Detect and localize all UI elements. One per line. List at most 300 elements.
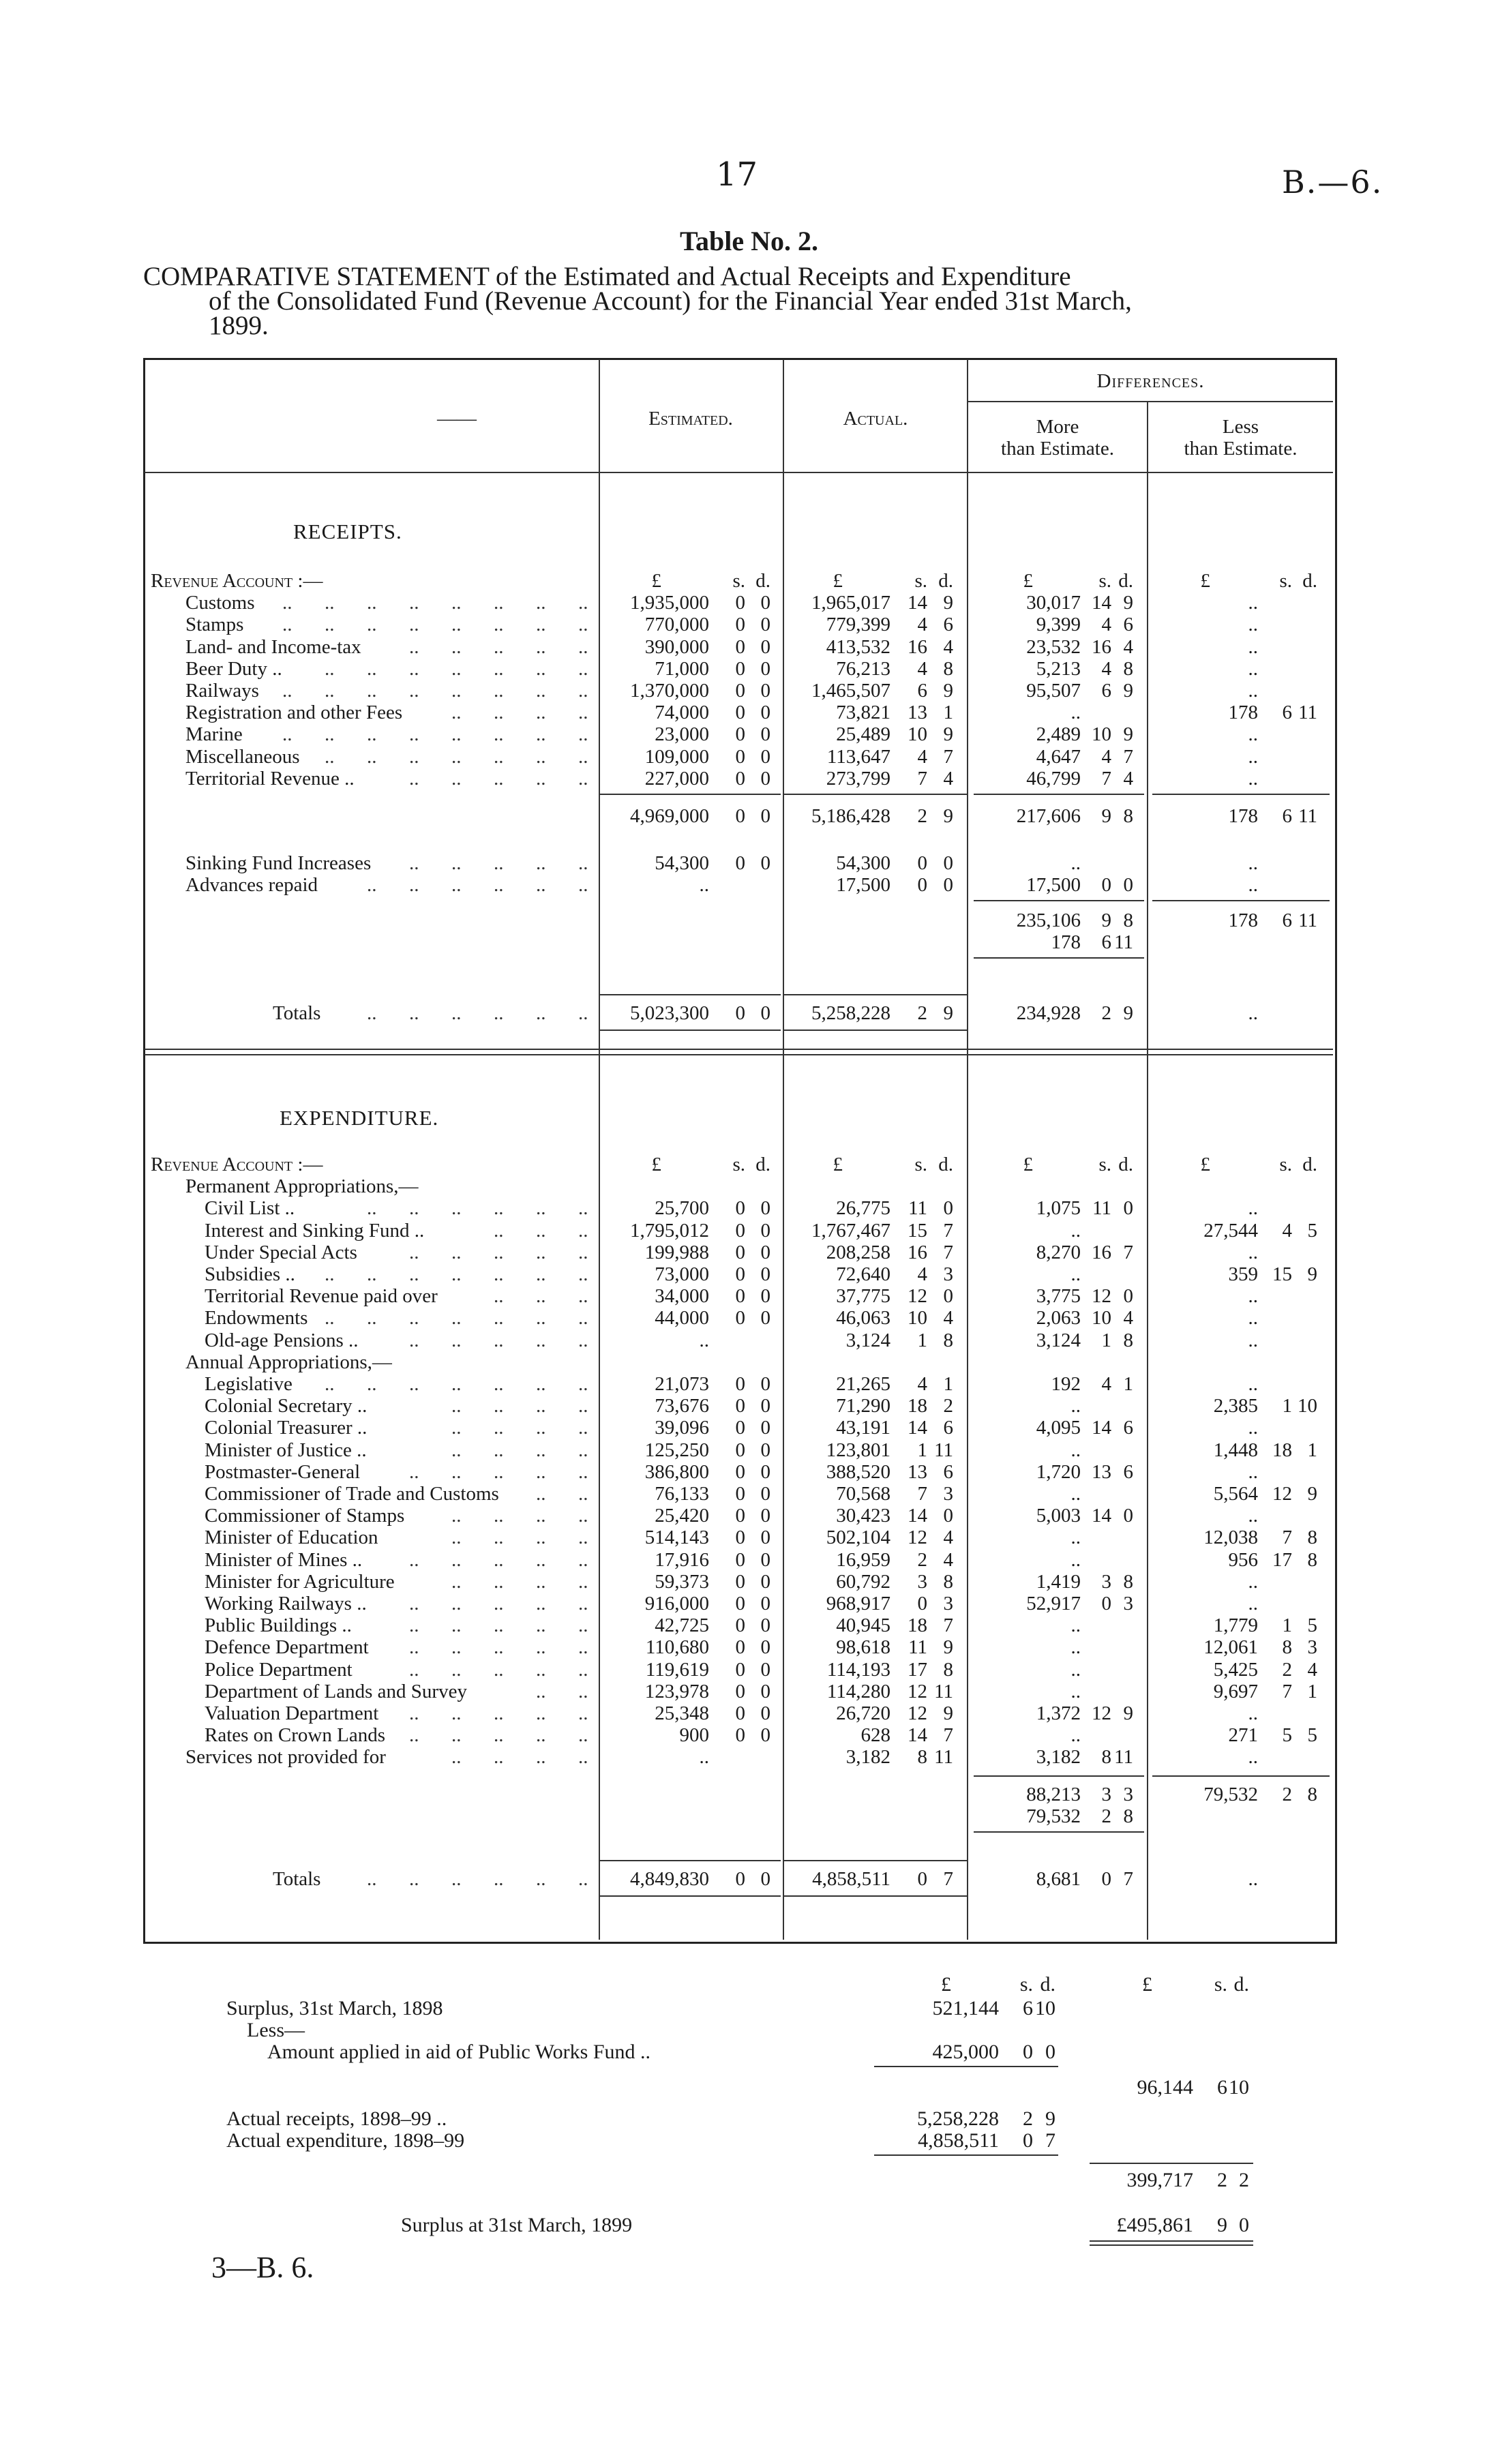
expenditure-perm-row-1-more-pounds: .. [1070,1219,1081,1242]
summary-expenditure-pounds: 4,858,511 [918,2129,999,2152]
summary-less-label: Less— [247,2019,305,2041]
receipt-row-0 [0,592,1498,614]
expenditure-annual-row-7-leader-2: .. [536,1527,546,1549]
receipt-row-4-est-pence: 0 [760,680,770,702]
expenditure-perm-row-2-act-shillings: 16 [908,1241,927,1263]
expenditure-annual-row-12-leader-1: .. [451,1636,462,1659]
receipt-row-4-less-pounds: .. [1248,680,1258,702]
expenditure-annual-row-9-act-pence: 8 [943,1570,953,1593]
receipt-row-5-less-pence: 11 [1298,702,1317,724]
expenditure-annual-row-6-label: Commissioner of Stamps [205,1505,405,1527]
expenditure-perm-row-3-less-pounds: 359 [1228,1263,1258,1285]
receipt-row-2 [0,636,1498,658]
receipt-row-8-est-pence: 0 [760,767,770,790]
expenditure-totals-est-pounds: 4,849,830 [630,1868,709,1890]
expenditure-annual-row-10-act-pounds: 968,917 [826,1593,890,1614]
expenditure-annual-row-16-less-shillings: 5 [1282,1724,1292,1747]
receipts-totals-more-shillings: 2 [1101,1002,1111,1024]
receipts-net-a-more-pence: 8 [1123,910,1133,931]
expenditure-perm-row-4-leader-0: .. [494,1285,504,1308]
expenditure-perm-row-3-leader-0: .. [325,1263,335,1285]
column-less-2: than Estimate. [1184,438,1298,460]
expenditure-totals-leader-0: .. [367,1868,377,1890]
expenditure-annual-row-13-less-pounds: 5,425 [1213,1658,1258,1681]
expenditure-annual-row-16-leader-2: .. [494,1724,504,1747]
expenditure-annual-row-3-act-pence: 11 [934,1439,953,1461]
expenditure-annual-row-10-less-pounds: .. [1248,1593,1258,1614]
expenditure-units-act-d: d. [938,1154,953,1175]
column-estimated: Estimated. [648,408,733,430]
receipt-row-8-est-shillings: 0 [735,767,745,790]
receipts-totals-leader-5: .. [578,1002,588,1024]
expenditure-units [0,1154,1498,1175]
receipt-row-4-leader-7: .. [578,680,588,702]
receipt-extra-0-est-pounds: 54,300 [655,852,709,874]
expenditure-annual-row-11-act-pounds: 40,945 [836,1614,890,1637]
summary-after-applied-pence: 10 [1229,2076,1249,2099]
expenditure-annual-row-4-less-pounds: .. [1248,1460,1258,1483]
expenditure-annual-row-16-act-pounds: 628 [860,1724,890,1747]
summary-surplus-1898 [0,1998,1498,2019]
expenditure-annual-row-16-est-shillings: 0 [735,1724,745,1747]
receipt-row-8-more-pence: 4 [1123,767,1133,790]
receipts-net-a-less-pounds: 178 [1228,910,1258,931]
summary-surplus-1898-pounds: 521,144 [932,1997,999,2019]
receipts-net-rule [974,957,1144,959]
expenditure-annual-row-11-less-pounds: 1,779 [1213,1614,1258,1637]
expenditure-annual-row-0-more-pounds: 192 [1051,1373,1081,1395]
expenditure-perm-row-5-est-pounds: 44,000 [655,1307,709,1329]
expenditure-perm-row-2-leader-1: .. [451,1241,462,1263]
receipt-row-8-leader-0: .. [409,767,419,790]
receipt-row-6-leader-6: .. [536,723,546,746]
receipt-extra-0-act-pounds: 54,300 [836,852,890,874]
expenditure-perm-row-4-act-shillings: 12 [908,1285,927,1308]
summary-units [0,1974,1498,1996]
expenditure-services-row-leader-0: .. [451,1746,462,1769]
receipt-row-2-est-pounds: 390,000 [644,635,709,658]
receipt-row-5-leader-2: .. [536,702,546,724]
expenditure-perm-row-2-more-shillings: 16 [1092,1241,1111,1263]
expenditure-annual-row-3-est-pounds: 125,250 [644,1439,709,1461]
receipt-row-5-leader-3: .. [578,702,588,724]
expenditure-perm-row-6-less-pounds: .. [1248,1329,1258,1351]
expenditure-annual-row-10-leader-1: .. [451,1593,462,1614]
expenditure-annual-row-2-more-pounds: 4,095 [1036,1417,1081,1439]
receipt-row-5-leader-0: .. [451,702,462,724]
expenditure-annual-row-6-less-pounds: .. [1248,1505,1258,1527]
expenditure-annual-row-1-less-pounds: 2,385 [1213,1395,1258,1417]
expenditure-totals-est-pence: 0 [760,1868,770,1890]
summary-units-d-0: d. [1040,1973,1055,1996]
receipt-row-5 [0,702,1498,723]
document-ref: B.—6. [1282,164,1383,200]
receipt-row-8-leader-2: .. [494,767,504,790]
expenditure-perm-row-1-label: Interest and Sinking Fund .. [205,1219,425,1242]
receipt-row-5-est-shillings: 0 [735,702,745,724]
expenditure-annual-row-2-more-shillings: 14 [1092,1417,1111,1439]
receipts-totals [0,1002,1498,1024]
expenditure-annual-row-10-est-pounds: 916,000 [644,1593,709,1614]
expenditure-annual-row-14-less-pounds: 9,697 [1213,1680,1258,1702]
expenditure-annual-row-8 [0,1549,1498,1571]
expenditure-perm-row-0 [0,1197,1498,1219]
expenditure-annual-row-7-act-pence: 4 [943,1527,953,1549]
expenditure-annual-row-16-less-pounds: 271 [1228,1724,1258,1747]
receipt-row-6-leader-1: .. [325,723,335,746]
receipt-row-6-act-pounds: 25,489 [836,723,890,746]
receipt-row-6-leader-5: .. [494,723,504,746]
expenditure-perm-row-1-less-pence: 5 [1307,1219,1317,1242]
expenditure-annual-row-1-est-pounds: 73,676 [655,1395,709,1417]
receipt-row-0-label: Customs [185,592,255,614]
receipts-units-est-pound: £ [651,570,661,592]
expenditure-units-act-pound: £ [833,1154,843,1175]
expenditure-perm-row-0-est-pounds: 25,700 [655,1197,709,1220]
receipts-subtotal [0,805,1498,827]
expenditure-annual-row-2-act-shillings: 14 [908,1417,927,1439]
receipt-row-4-more-pounds: 95,507 [1026,680,1081,702]
summary-expenditure-shillings: 0 [1023,2129,1033,2152]
receipts-totals-act-pence: 9 [943,1002,953,1024]
expenditure-annual-row-11-less-pence: 5 [1307,1614,1317,1637]
receipt-row-0-leader-2: .. [367,592,377,614]
expenditure-annual-row-2-less-pounds: .. [1248,1417,1258,1439]
receipt-row-8-act-shillings: 7 [917,767,927,790]
receipt-row-6-leader-7: .. [578,723,588,746]
summary-receipts-pounds: 5,258,228 [917,2107,999,2130]
expenditure-perm-row-5-leader-2: .. [409,1307,419,1329]
expenditure-perm-row-5-leader-4: .. [494,1307,504,1329]
expenditure-annual-row-12-est-pence: 0 [760,1636,770,1659]
expenditure-annual-row-1 [0,1395,1498,1417]
expenditure-more-rule [974,1775,1144,1777]
expenditure-annual-row-14-est-shillings: 0 [735,1680,745,1702]
receipt-row-3-less-pounds: .. [1248,657,1258,680]
expenditure-annual-row-11-est-shillings: 0 [735,1614,745,1637]
expenditure-perm-row-5-less-pounds: .. [1248,1307,1258,1329]
receipt-row-8-more-shillings: 7 [1101,767,1111,790]
summary-surplus-1899-label: Surplus at 31st March, 1899 [401,2214,633,2236]
expenditure-perm-row-0-more-pence: 0 [1123,1197,1133,1220]
receipt-row-3-leader-0: .. [325,657,335,680]
expenditure-perm-row-0-leader-5: .. [578,1197,588,1220]
expenditure-annual-row-2-leader-0: .. [451,1417,462,1439]
receipts-units-act-s: s. [914,570,927,592]
expenditure-annual-row-11-less-shillings: 1 [1282,1614,1292,1637]
expenditure-annual-row-12-less-shillings: 8 [1282,1636,1292,1659]
expenditure-annual-row-0-est-shillings: 0 [735,1373,745,1395]
expenditure-perm-row-0-act-shillings: 11 [908,1197,927,1220]
expenditure-annual-row-7-leader-0: .. [451,1527,462,1549]
expenditure-annual-row-13-act-pence: 8 [943,1658,953,1681]
expenditure-annual-row-0-leader-0: .. [325,1373,335,1395]
expenditure-annual-row-5-less-pounds: 5,564 [1213,1483,1258,1505]
expenditure-annual-row-8-leader-2: .. [494,1548,504,1571]
expenditure-totals-more-pence: 7 [1123,1868,1133,1890]
expenditure-annual-row-4-act-pence: 6 [943,1460,953,1483]
expenditure-annual-row-8-label: Minister of Mines .. [205,1548,363,1571]
expenditure-annual-heading [0,1351,1498,1373]
receipts-less-rule [1152,794,1330,795]
expenditure-annual-row-7-act-shillings: 12 [908,1527,927,1549]
expenditure-perm-row-3 [0,1263,1498,1285]
heading-line-3: 1899. [209,311,269,340]
expenditure-annual-row-6-more-pounds: 5,003 [1036,1505,1081,1527]
receipt-extra-1-leader-3: .. [494,874,504,896]
receipt-row-3-more-pence: 8 [1123,657,1133,680]
receipt-row-6-est-shillings: 0 [735,723,745,746]
receipt-row-1-leader-6: .. [536,614,546,636]
expenditure-units-act-s: s. [914,1154,927,1175]
expenditure-annual-row-10-leader-0: .. [409,1593,419,1614]
expenditure-annual-row-12-less-pence: 3 [1307,1636,1317,1659]
expenditure-annual-row-0-more-shillings: 4 [1101,1373,1111,1395]
expenditure-annual-row-9-leader-3: .. [578,1570,588,1593]
expenditure-services-row-more-shillings: 8 [1101,1746,1111,1769]
expenditure-annual-row-14 [0,1681,1498,1702]
summary-excess-shillings: 2 [1217,2169,1227,2191]
expenditure-annual-row-13-act-shillings: 17 [908,1658,927,1681]
expenditure-net-b-more-pence: 8 [1123,1805,1133,1827]
expenditure-annual-row-2-leader-2: .. [536,1417,546,1439]
receipt-row-6-less-pounds: .. [1248,723,1258,746]
expenditure-annual-row-16-est-pounds: 900 [679,1724,709,1747]
expenditure-annual-row-14-est-pounds: 123,978 [644,1680,709,1702]
summary-surplus-1898-label: Surplus, 31st March, 1898 [226,1997,443,2019]
receipt-row-5-leader-1: .. [494,702,504,724]
expenditure-perm-row-2-leader-2: .. [494,1241,504,1263]
summary-excess-pounds: 399,717 [1126,2169,1193,2191]
expenditure-annual-row-8-act-pounds: 16,959 [836,1548,890,1571]
receipt-row-6-leader-0: .. [282,723,293,746]
receipts-account-label-text: Revenue Account :— [151,570,323,592]
rule-h-header [145,472,1333,473]
expenditure-units-less-d: d. [1302,1154,1317,1175]
receipt-row-6-label: Marine [185,723,243,746]
expenditure-annual-row-7-less-pence: 8 [1307,1527,1317,1549]
expenditure-perm-row-6-label: Old-age Pensions .. [205,1329,359,1351]
receipts-net-a-more-pounds: 235,106 [1016,910,1081,931]
receipt-row-3-act-shillings: 4 [917,657,927,680]
receipts-est-rule [600,794,781,795]
expenditure-perm-row-4-less-pounds: .. [1248,1285,1258,1308]
expenditure-perm-row-3-leader-5: .. [536,1263,546,1285]
receipts-net-b-more-shillings: 6 [1101,931,1111,953]
receipt-extra-0-less-pounds: .. [1248,852,1258,874]
receipts-units-est-s: s. [732,570,745,592]
receipt-row-2-leader-0: .. [409,635,419,658]
expenditure-annual-row-14-less-pence: 1 [1307,1680,1317,1702]
expenditure-annual-row-3-leader-2: .. [536,1439,546,1461]
expenditure-permanent-heading [0,1175,1498,1197]
receipt-row-6-est-pounds: 23,000 [655,723,709,746]
expenditure-perm-row-5-leader-6: .. [578,1307,588,1329]
expenditure-annual-row-14-label: Department of Lands and Survey [205,1680,467,1702]
receipt-row-3-est-pounds: 71,000 [655,657,709,680]
expenditure-perm-row-0-act-pounds: 26,775 [836,1197,890,1220]
receipt-row-2-more-pounds: 23,532 [1026,635,1081,658]
receipt-extra-1-more-shillings: 0 [1101,874,1111,896]
expenditure-annual-row-4-more-pence: 6 [1123,1460,1133,1483]
expenditure-annual-row-12-label: Defence Department [205,1636,369,1659]
receipt-extra-1-act-pounds: 17,500 [836,874,890,896]
expenditure-annual-row-5-label: Commissioner of Trade and Customs [205,1483,499,1505]
receipt-row-0-act-shillings: 14 [908,592,927,614]
expenditure-perm-row-0-leader-4: .. [536,1197,546,1220]
expenditure-units-est-d: d. [755,1154,770,1175]
receipt-extra-1-act-pence: 0 [943,874,953,896]
expenditure-annual-row-10-leader-4: .. [578,1593,588,1614]
expenditure-annual-row-15-leader-3: .. [536,1702,546,1724]
expenditure-annual-row-2 [0,1417,1498,1439]
expenditure-annual-row-12-leader-4: .. [578,1636,588,1659]
receipt-row-8-leader-1: .. [451,767,462,790]
expenditure-net-a-more-pounds: 88,213 [1026,1783,1081,1805]
receipt-row-0-act-pounds: 1,965,017 [811,592,890,614]
expenditure-annual-row-2-act-pence: 6 [943,1417,953,1439]
expenditure-services-row-leader-1: .. [494,1746,504,1769]
expenditure-annual-row-8-act-pence: 4 [943,1548,953,1571]
receipt-row-7-more-pence: 7 [1123,745,1133,768]
column-actual: Actual. [843,408,908,430]
expenditure-perm-row-4-est-shillings: 0 [735,1285,745,1308]
expenditure-totals-est-shillings: 0 [735,1868,745,1890]
expenditure-annual-row-6 [0,1505,1498,1527]
expenditure-annual-row-7 [0,1527,1498,1548]
summary-surplus-1899-pounds: £495,861 [1116,2214,1193,2236]
expenditure-annual-row-9-more-pence: 8 [1123,1570,1133,1593]
expenditure-perm-row-4-act-pence: 0 [943,1285,953,1308]
expenditure-annual-row-5-act-pence: 3 [943,1483,953,1505]
expenditure-perm-row-2-leader-3: .. [536,1241,546,1263]
receipt-row-1-leader-5: .. [494,614,504,636]
receipt-row-1-leader-2: .. [367,614,377,636]
expenditure-annual-row-15-est-pence: 0 [760,1702,770,1724]
expenditure-annual-row-3-label: Minister of Justice .. [205,1439,367,1461]
summary-applied-shillings: 0 [1023,2041,1033,2063]
expenditure-annual-row-6-leader-2: .. [536,1505,546,1527]
receipt-row-3-leader-6: .. [578,657,588,680]
expenditure-totals-leader-3: .. [494,1868,504,1890]
receipt-row-6-more-pounds: 2,489 [1036,723,1081,746]
receipt-row-1-less-pounds: .. [1248,614,1258,636]
expenditure-annual-row-12-est-shillings: 0 [735,1636,745,1659]
expenditure-services-row-less-pounds: .. [1248,1746,1258,1769]
summary-applied-rule [874,2066,1058,2067]
receipts-section-title: RECEIPTS. [293,520,402,543]
receipt-row-5-more-pounds: .. [1070,702,1081,724]
expenditure-annual-row-6-est-shillings: 0 [735,1505,745,1527]
expenditure-annual-row-10 [0,1593,1498,1614]
expenditure-perm-row-1-less-shillings: 4 [1282,1219,1292,1242]
receipt-extra-1-more-pounds: 17,500 [1026,874,1081,896]
expenditure-perm-row-5-act-pence: 4 [943,1307,953,1329]
expenditure-annual-row-15-less-pounds: .. [1248,1702,1258,1724]
expenditure-annual-row-11-est-pounds: 42,725 [655,1614,709,1637]
expenditure-perm-row-1-est-shillings: 0 [735,1219,745,1242]
receipt-row-2-act-pounds: 413,532 [826,635,890,658]
column-more-2: than Estimate. [1001,438,1114,460]
expenditure-annual-row-11-leader-2: .. [494,1614,504,1637]
expenditure-annual-row-6-act-shillings: 14 [908,1505,927,1527]
receipt-row-5-act-pence: 1 [943,702,953,724]
summary-receipts-shillings: 2 [1023,2107,1033,2130]
expenditure-services-row-more-pence: 11 [1114,1746,1133,1769]
expenditure-annual-row-9-est-pence: 0 [760,1570,770,1593]
receipt-extra-1-more-pence: 0 [1123,874,1133,896]
expenditure-units-less-pound: £ [1200,1154,1210,1175]
receipts-extra-less-rule [1152,900,1330,901]
expenditure-units-more-d: d. [1118,1154,1133,1175]
expenditure-perm-row-0-leader-3: .. [494,1197,504,1220]
expenditure-annual-row-3-leader-1: .. [494,1439,504,1461]
receipt-row-7-more-pounds: 4,647 [1036,745,1081,768]
expenditure-annual-row-11-leader-1: .. [451,1614,462,1637]
expenditure-annual-row-7-leader-1: .. [494,1527,504,1549]
receipt-row-1-leader-7: .. [578,614,588,636]
expenditure-perm-row-1-est-pence: 0 [760,1219,770,1242]
expenditure-perm-row-5-act-pounds: 46,063 [836,1307,890,1329]
expenditure-annual-row-8-est-pence: 0 [760,1548,770,1571]
receipts-subtotal-est-pence: 0 [760,805,770,827]
expenditure-perm-row-5-leader-1: .. [367,1307,377,1329]
page-footer: 3—B. 6. [211,2251,314,2284]
expenditure-perm-row-0-more-shillings: 11 [1092,1197,1111,1220]
receipts-totals-leader-1: .. [409,1002,419,1024]
receipts-units-act-pound: £ [833,570,843,592]
receipt-row-0-more-pounds: 30,017 [1026,592,1081,614]
receipt-row-7-leader-0: .. [325,745,335,768]
receipt-row-3-act-pounds: 76,213 [836,657,890,680]
receipts-subtotal-less-pounds: 178 [1228,805,1258,827]
expenditure-perm-row-3-act-pounds: 72,640 [836,1263,890,1285]
expenditure-annual-row-1-less-pence: 10 [1298,1395,1317,1417]
expenditure-net-a-less-pence: 8 [1307,1783,1317,1805]
expenditure-annual-row-10-est-pence: 0 [760,1593,770,1614]
summary-surplus-1899 [0,2214,1498,2236]
receipt-row-8-est-pounds: 227,000 [644,767,709,790]
expenditure-perm-row-3-act-shillings: 4 [917,1263,927,1285]
expenditure-perm-row-3-leader-6: .. [578,1263,588,1285]
receipts-subtotal-more-shillings: 9 [1101,805,1111,827]
expenditure-annual-row-1-less-shillings: 1 [1282,1395,1292,1417]
receipts-subtotal-act-pounds: 5,186,428 [811,805,890,827]
receipt-row-6-act-pence: 9 [943,723,953,746]
receipt-row-7-leader-1: .. [367,745,377,768]
expenditure-perm-row-3-more-pounds: .. [1070,1263,1081,1285]
expenditure-annual-row-15-leader-0: .. [409,1702,419,1724]
expenditure-total-act-rule-top [784,1860,967,1861]
receipt-row-8-less-pounds: .. [1248,767,1258,790]
expenditure-net-a-more-pence: 3 [1123,1783,1133,1805]
summary-surplus-1899-shillings: 9 [1217,2214,1227,2236]
expenditure-perm-row-1-leader-1: .. [536,1219,546,1242]
expenditure-annual-row-10-leader-2: .. [494,1593,504,1614]
receipt-row-2-label: Land- and Income-tax [185,635,361,658]
expenditure-annual-row-3-act-shillings: 1 [917,1439,927,1461]
receipt-extra-1-leader-1: .. [409,874,419,896]
expenditure-annual-row-5-act-shillings: 7 [917,1483,927,1505]
expenditure-total-est-rule-top [600,1860,781,1861]
receipt-row-3-leader-3: .. [451,657,462,680]
expenditure-annual-row-15-leader-2: .. [494,1702,504,1724]
expenditure-annual-row-11 [0,1614,1498,1636]
receipt-row-3-more-pounds: 5,213 [1036,657,1081,680]
expenditure-perm-row-0-leader-2: .. [451,1197,462,1220]
receipt-row-1-est-shillings: 0 [735,614,745,636]
expenditure-services-row [0,1746,1498,1768]
